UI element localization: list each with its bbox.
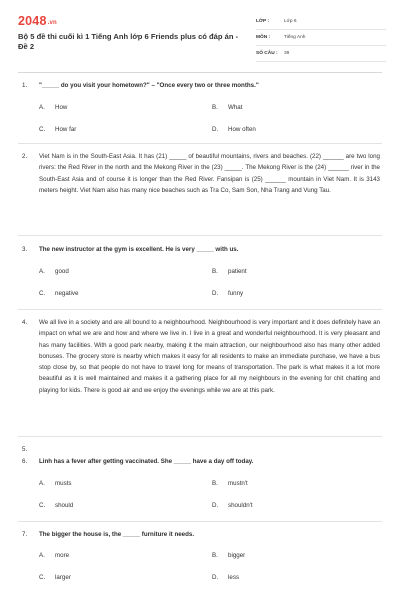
option-d[interactable]: D. shouldn't bbox=[212, 502, 253, 509]
option-c[interactable]: C. How far bbox=[39, 126, 77, 133]
question-6 bbox=[22, 456, 380, 467]
option-a[interactable]: A. musts bbox=[39, 480, 72, 487]
meta-count-label: SỐ CÂU : bbox=[256, 51, 278, 56]
option-c[interactable]: C. should bbox=[39, 502, 74, 509]
question-stem: "_____ do you visit your hometown?" – "Once every two or three months." bbox=[39, 82, 259, 89]
meta-subject-row bbox=[256, 30, 386, 46]
option-b[interactable]: B. What bbox=[212, 104, 243, 111]
option-d[interactable]: D. How often bbox=[212, 126, 256, 133]
question-number: 3. bbox=[22, 246, 28, 253]
question-number: 1. bbox=[22, 82, 28, 89]
meta-count-value: 39 bbox=[284, 51, 290, 56]
option-d[interactable]: D. less bbox=[212, 574, 240, 581]
question-number: 6. bbox=[22, 458, 28, 465]
question-stem: The new instructor at the gym is excellent. He is very _____ with us. bbox=[39, 246, 239, 253]
question-stem: The bigger the house is, the _____ furniture it needs. bbox=[39, 531, 195, 538]
question-divider bbox=[18, 235, 382, 236]
question-divider bbox=[18, 309, 382, 310]
logo-domain: .vn bbox=[47, 20, 57, 26]
question-7 bbox=[22, 529, 380, 540]
page-header bbox=[0, 0, 400, 72]
question-number: 2. bbox=[22, 153, 28, 160]
question-2 bbox=[22, 151, 380, 196]
option-b[interactable]: B. mustn't bbox=[212, 480, 248, 487]
meta-class-row bbox=[256, 14, 386, 30]
option-b[interactable]: B. patient bbox=[212, 268, 247, 275]
document-title: Bộ 5 đề thi cuối kì 1 Tiếng Anh lớp 6 Friends plus có đáp án - Đề 2 bbox=[18, 32, 239, 51]
meta-subject-value: Tiếng Anh bbox=[284, 35, 306, 40]
question-divider bbox=[18, 436, 382, 437]
option-a[interactable]: A. more bbox=[39, 552, 70, 559]
logo-text: 2048 bbox=[18, 14, 47, 28]
question-4 bbox=[22, 317, 380, 396]
option-a[interactable]: A. good bbox=[39, 268, 69, 275]
question-number: 5. bbox=[22, 446, 28, 453]
meta-class-value: Lớp 6 bbox=[284, 19, 297, 24]
question-number: 7. bbox=[22, 531, 28, 538]
question-divider bbox=[18, 521, 382, 522]
question-stem: Linh has a fever after getting vaccinated. She _____ have a day off today. bbox=[39, 458, 254, 465]
option-c[interactable]: C. larger bbox=[39, 574, 71, 581]
question-3 bbox=[22, 244, 380, 255]
option-b[interactable]: B. bigger bbox=[212, 552, 246, 559]
meta-count-row bbox=[256, 46, 386, 62]
meta-subject-label: MÔN : bbox=[256, 35, 271, 40]
option-d[interactable]: D. funny bbox=[212, 290, 244, 297]
header-divider bbox=[18, 72, 382, 73]
question-number: 4. bbox=[22, 319, 28, 326]
question-divider bbox=[18, 143, 382, 144]
site-logo[interactable] bbox=[18, 14, 57, 28]
option-a[interactable]: A. How bbox=[39, 104, 68, 111]
meta-class-label: LỚP : bbox=[256, 19, 270, 24]
document-meta bbox=[256, 14, 386, 62]
option-c[interactable]: C. negative bbox=[39, 290, 79, 297]
question-1 bbox=[22, 80, 380, 91]
reading-passage: Viet Nam is in the South-East Asia. It has (21) _____ of beautiful mountains, rivers and beaches. (22) ______ are two long rivers: the Red River in the north and the Mekong River in the (23) _____. The Mekong River is the (24) ______ river in the South-East Asia and of course it is longer than the Red River. Fansipan is (25) ______ mountain in Viet Nam. It is 3143 meters height. Viet Nam also has many nice beaches such as Tra Co, Sam Son, Nha Trang and Vung Tau. bbox=[39, 153, 380, 194]
reading-passage: We all live in a society and are all bound to a neighbourhood. Neighbourhood is very important and it does definitely have an impact on what we are and how and where we live in. I live in a great and wonderful neighbourhood. It is very pleasant and has many facilities. With a good park nearby, making it the main attraction, our neighbourhood also has many other added bonuses. The grocery store is nearby which makes it easy for all residents to make an immediate purchase, we have a bus stop close by, so that people do not have to travel long for means of transportation. The park is what makes it a lot more beautiful as it is well maintained and makes it a gathering place for all my neighbours in the evening for chit chatting and playing for kids. There is good air and we enjoy the evenings while we are at this park. bbox=[39, 319, 380, 394]
